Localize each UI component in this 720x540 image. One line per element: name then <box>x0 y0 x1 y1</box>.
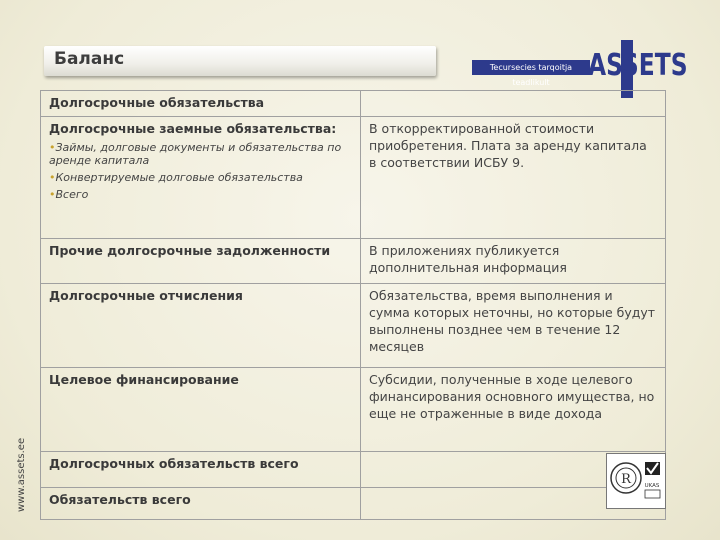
row-label: Обязательств всего <box>41 488 361 520</box>
table-row <box>41 452 666 488</box>
table-row <box>41 91 666 117</box>
row-label: Долгосрочные обязательства <box>41 91 361 117</box>
table-row <box>41 488 666 520</box>
certificate-badge <box>606 453 666 509</box>
row-description: В приложениях публикуется дополнительная информация <box>361 239 666 284</box>
sub-item-text: Займы, долговые документы и обязательства по аренде капитала <box>49 141 342 167</box>
svg-text:R: R <box>621 472 631 487</box>
sub-item-text: Конвертируемые долговые обязательства <box>55 171 303 184</box>
table-row <box>41 284 666 368</box>
table-row <box>41 239 666 284</box>
row-label: Долгосрочных обязательств всего <box>41 452 361 488</box>
brand-logo: ASSETS <box>588 48 688 83</box>
sub-item <box>49 171 352 184</box>
balance-table <box>40 90 666 520</box>
svg-text:UKAS: UKAS <box>644 483 660 489</box>
brand-tagline: Tecursecies tarqoitja teadlikult <box>472 60 590 75</box>
row-label: Долгосрочные заемные обязательства: <box>49 121 337 136</box>
certificate-icon <box>607 454 665 508</box>
bullet-icon: • <box>49 141 56 154</box>
page-title: Баланс <box>54 49 125 69</box>
row-description: В откорректированной стоимости приобретения. Плата за аренду капитала в соответствии ИСБУ 9. <box>361 117 666 239</box>
row-description: Обязательства, время выполнения и сумма которых неточны, но которые будут выполнены позднее чем в течение 12 месяцев <box>361 284 666 368</box>
row-description: Субсидии, полученные в ходе целевого финансирования основного имущества, но еще не отраженные в виде дохода <box>361 368 666 452</box>
bullet-icon: • <box>49 188 56 201</box>
row-label: Прочие долгосрочные задолженности <box>41 239 361 284</box>
row-description <box>361 91 666 117</box>
table-row <box>41 117 666 239</box>
row-label: Долгосрочные отчисления <box>41 284 361 368</box>
sub-item <box>49 188 352 201</box>
side-url: www.assets.ee <box>16 437 27 512</box>
bullet-icon: • <box>49 171 56 184</box>
row-cell <box>41 117 361 239</box>
row-label: Целевое финансирование <box>41 368 361 452</box>
table-row <box>41 368 666 452</box>
sub-item <box>49 141 352 167</box>
sub-item-text: Всего <box>55 188 89 201</box>
